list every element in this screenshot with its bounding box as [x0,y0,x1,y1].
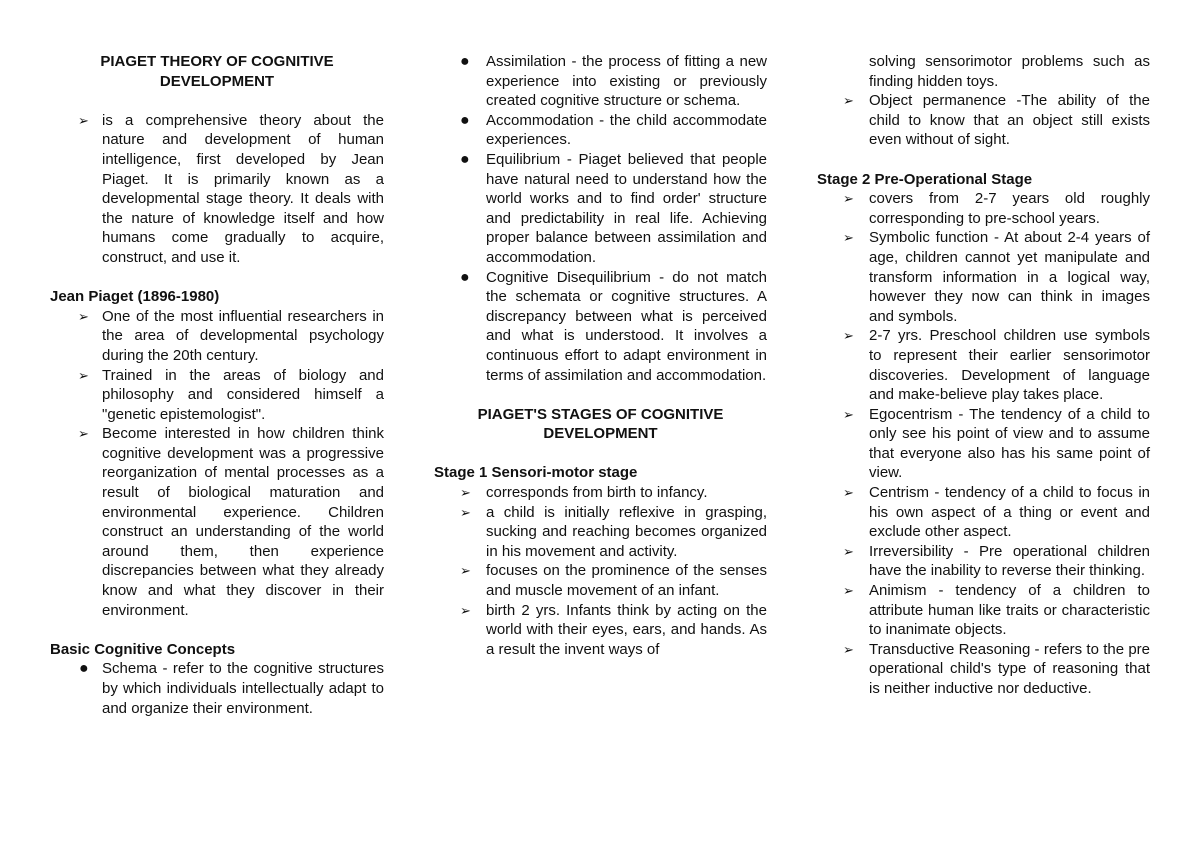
list-item-text: Schema - refer to the cognitive structures by which individuals intellectually adapt to and organize their environment. [102,660,384,717]
list-item [817,542,1150,581]
list-item [434,111,767,150]
stage1-continuation-text: solving sensorimotor problems such as finding hidden toys. [869,53,1150,90]
stage1-list [434,483,767,659]
list-item [817,326,1150,404]
dot-bullet-icon: ● [79,660,89,678]
concepts-list [50,659,384,718]
title-line-1: PIAGET THEORY OF COGNITIVE [100,53,334,70]
dot-bullet-icon: ● [460,111,470,129]
list-item [434,483,767,503]
stages-title-line-1: PIAGET'S STAGES OF COGNITIVE [477,405,724,423]
list-item-text: Cognitive Disequilibrium - do not match the schemata or cognitive structures. A discrepancy between what is perceived and what is understood. It involves a continuous effort to adapt environment in terms of assimilation and accommodation. [486,268,767,384]
list-item [817,189,1150,228]
arrow-bullet-icon: ➢ [843,93,854,109]
list-item [50,111,384,268]
arrow-bullet-icon: ➢ [78,112,89,128]
list-item-text: 2-7 yrs. Preschool children use symbols to represent their earlier sensorimotor discoveries. Development of language and make-believe play takes place. [869,327,1150,404]
column-2 [434,52,767,659]
list-item-text: Accommodation - the child accommodate experiences. [486,111,767,149]
arrow-bullet-icon: ➢ [460,485,471,501]
stages-title [434,405,767,444]
list-item [50,307,384,366]
list-item [434,601,767,660]
list-item-text: Irreversibility - Pre operational children have the inability to reverse their thinking. [869,542,1150,580]
section-heading-basic-concepts: Basic Cognitive Concepts [50,640,236,658]
list-item [434,268,767,386]
stage2-list [817,189,1150,698]
list-item [50,424,384,620]
list-item-text: covers from 2-7 years old roughly corresponding to pre-school years. [869,190,1150,227]
list-item [434,52,767,111]
list-item-text: Symbolic function - At about 2-4 years of age, children cannot yet manipulate and transform information in a logical way, however they now can think in images and symbols. [869,229,1150,325]
list-item [434,150,767,268]
arrow-bullet-icon: ➢ [460,563,471,579]
list-item [434,503,767,562]
arrow-bullet-icon: ➢ [843,328,854,344]
arrow-bullet-icon: ➢ [843,406,854,422]
arrow-bullet-icon: ➢ [843,191,854,207]
arrow-bullet-icon: ➢ [460,602,471,618]
list-item-text: is a comprehensive theory about the nature and development of human intelligence, first developed by Jean Piaget. It is primarily known as a developmental stage theory. It deals with the nature of knowledge itself and how humans come gradually to acquire, construct, and use it. [102,111,384,266]
list-item-text: birth 2 yrs. Infants think by acting on the world with their eyes, ears, and hands. As a result the invent ways of [486,601,767,658]
piaget-list [50,307,384,621]
arrow-bullet-icon: ➢ [78,426,89,442]
list-item-text: Animism - tendency of a children to attribute human like traits or characteristic to inanimate objects. [869,582,1150,639]
list-item-text: Centrism - tendency of a child to focus in his own aspect of a thing or event and exclude other aspect. [869,484,1150,541]
list-item [817,405,1150,483]
stages-title-line-2: DEVELOPMENT [543,425,658,443]
list-item [817,581,1150,640]
title-line-2: DEVELOPMENT [159,72,275,90]
column-1 [50,52,384,718]
list-item-text: One of the most influential researchers in the area of developmental psychology during the 20th century. [102,307,384,364]
arrow-bullet-icon: ➢ [843,641,854,657]
stage1-list-continued [817,91,1150,150]
list-item-text: focuses on the prominence of the senses and muscle movement of an infant. [486,562,767,600]
intro-list [50,111,384,268]
list-item [817,483,1150,542]
dot-bullet-icon: ● [460,53,470,70]
arrow-bullet-icon: ➢ [460,504,471,520]
section-heading-stage-2: Stage 2 Pre-Operational Stage [817,170,1033,188]
arrow-bullet-icon: ➢ [78,367,89,383]
list-item-text: Equilibrium - Piaget believed that people have natural need to understand how the world works and to find order' structure and predictability in real life. Achieving proper balance between assimilation and accommodation. [486,150,767,266]
arrow-bullet-icon: ➢ [843,230,854,246]
list-item [50,366,384,425]
list-item-text: Object permanence -The ability of the child to know that an object still exists even without of sight. [869,92,1150,149]
list-item-text: Become interested in how children think cognitive development was a progressive reorganization of mental processes as a result of biological maturation and environmental experience. Children construct an understanding of the world around them, then experience discrepancies between what they already know and what they discover in their environment. [102,425,384,619]
arrow-bullet-icon: ➢ [843,583,854,599]
list-item-text: corresponds from birth to infancy. [486,484,708,502]
arrow-bullet-icon: ➢ [843,485,854,501]
dot-bullet-icon: ● [460,268,470,286]
concepts-list-continued [434,52,767,385]
section-heading-stage-1: Stage 1 Sensori-motor stage [434,464,638,482]
dot-bullet-icon: ● [460,150,470,168]
list-item [817,228,1150,326]
list-item [50,659,384,718]
section-heading-jean-piaget: Jean Piaget (1896-1980) [50,288,220,306]
list-item-text: Trained in the areas of biology and philosophy and considered himself a "genetic epistemologist". [102,366,384,423]
list-item-text: a child is initially reflexive in grasping, sucking and reaching becomes organized in his movement and activity. [486,503,767,560]
arrow-bullet-icon: ➢ [78,308,89,324]
list-item [817,640,1150,699]
arrow-bullet-icon: ➢ [843,543,854,559]
list-item-text: Assimilation - the process of fitting a new experience into existing or previously created cognitive structure or schema. [486,53,767,110]
document-title [50,52,384,91]
list-item [434,561,767,600]
list-item [817,91,1150,150]
column-3 [817,52,1150,699]
list-item-text: Transductive Reasoning - refers to the pre operational child's type of reasoning that is neither inductive nor deductive. [869,640,1150,697]
list-item-text: Egocentrism - The tendency of a child to only see his point of view and to assume that everyone also has his same point of view. [869,405,1150,482]
